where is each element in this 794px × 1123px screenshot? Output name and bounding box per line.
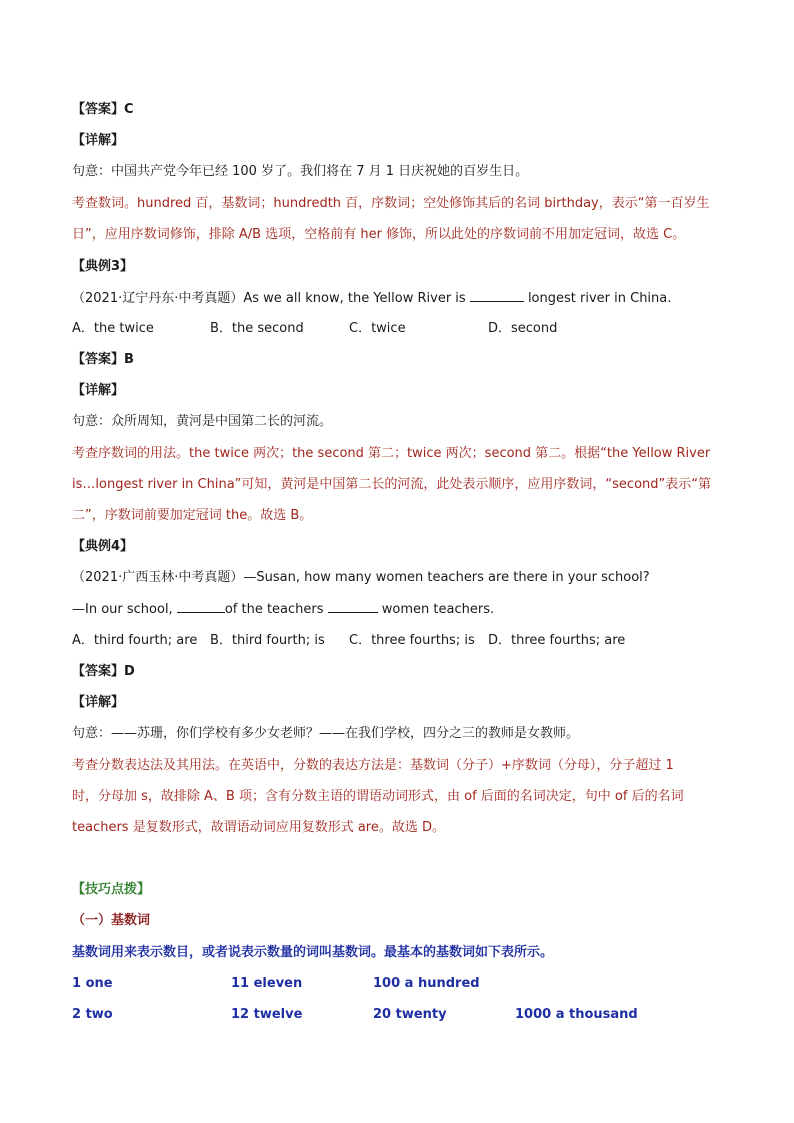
- sentence-meaning: 句意：——苏珊，你们学校有多少女老师？——在我们学校，四分之三的教师是女教师。: [72, 726, 580, 741]
- option-d: D．second: [488, 321, 558, 336]
- option-a: A．the twice: [72, 321, 154, 336]
- option-b: B．third fourth; is: [210, 633, 325, 648]
- answer-blank: [328, 600, 378, 613]
- answer-blank: [177, 600, 225, 613]
- question-text: women teachers.: [377, 602, 495, 617]
- option-d: D．three fourths; are: [488, 633, 626, 648]
- answer-label: 【答案】C: [72, 102, 134, 117]
- sentence-meaning: 句意：中国共产党今年已经 100 岁了。我们将在 7 月 1 日庆祝她的百岁生日。: [72, 164, 529, 179]
- explanation-line: 考查数词。hundred 百，基数词；hundredth 百，序数词；空处修饰其后的名词 birthday，表示“第一百岁生: [72, 196, 710, 211]
- answer-label: 【答案】D: [72, 664, 135, 679]
- number-word: 1 one: [72, 976, 113, 991]
- option-a: A．third fourth; are: [72, 633, 198, 648]
- explanation-line: 考查序数词的用法。the twice 两次；the second 第二；twice 两次；second 第二。根据“the Yellow River: [72, 446, 711, 461]
- answer-label: 【答案】B: [72, 352, 134, 367]
- question-text: —In our school,: [72, 602, 177, 617]
- number-word: 1000 a thousand: [515, 1007, 638, 1022]
- question-line: [72, 569, 650, 587]
- detail-label: 【详解】: [72, 695, 125, 710]
- section-intro: 基数词用来表示数目，或者说表示数量的词叫基数词。最基本的基数词如下表所示。: [72, 945, 554, 960]
- number-word: 100 a hundred: [373, 976, 480, 991]
- question-line: [72, 289, 671, 308]
- detail-label: 【详解】: [72, 133, 125, 148]
- number-word: 20 twenty: [373, 1007, 447, 1022]
- tips-heading: 【技巧点拨】: [72, 882, 151, 897]
- explanation-line: 二”，序数词前要加定冠词 the。故选 B。: [72, 508, 313, 523]
- explanation-line: 日”，应用序数词修饰，排除 A/B 选项，空格前有 her 修饰，所以此处的序数词前不用加定冠词，故选 C。: [72, 227, 686, 242]
- question-text: longest river in China.: [523, 291, 672, 306]
- explanation-line: 时，分母加 s，故排除 A、B 项；含有分数主语的谓语动词形式，由 of 后面的名词决定，句中 of 后的名词: [72, 789, 684, 804]
- question-text: As we all know, the Yellow River is: [243, 291, 470, 306]
- option-c: C．twice: [349, 321, 406, 336]
- question-source: （2021·广西玉林·中考真题）: [72, 570, 244, 585]
- explanation-line: is…longest river in China”可知，黄河是中国第二长的河流，此处表示顺序，应用序数词，“second”表示“第: [72, 477, 711, 492]
- question-text: —Susan, how many women teachers are there in your school?: [243, 570, 650, 585]
- number-word: 2 two: [72, 1007, 113, 1022]
- sentence-meaning: 句意：众所周知，黄河是中国第二长的河流。: [72, 414, 333, 429]
- question-source: （2021·辽宁丹东·中考真题）: [72, 291, 244, 306]
- option-b: B．the second: [210, 321, 304, 336]
- section-subheading: （一）基数词: [72, 913, 151, 928]
- example-heading: 【典例4】: [72, 539, 134, 554]
- answer-blank: [470, 289, 524, 302]
- detail-label: 【详解】: [72, 383, 125, 398]
- option-c: C．three fourths; is: [349, 633, 475, 648]
- example-heading: 【典例3】: [72, 259, 134, 274]
- number-word: 12 twelve: [231, 1007, 303, 1022]
- question-line: [72, 600, 494, 619]
- explanation-line: 考查分数表达法及其用法。在英语中，分数的表达方法是：基数词（分子）+序数词（分母），分子超过 1: [72, 758, 674, 773]
- explanation-line: teachers 是复数形式，故谓语动词应用复数形式 are。故选 D。: [72, 820, 445, 835]
- question-text: of the teachers: [224, 602, 328, 617]
- number-word: 11 eleven: [231, 976, 303, 991]
